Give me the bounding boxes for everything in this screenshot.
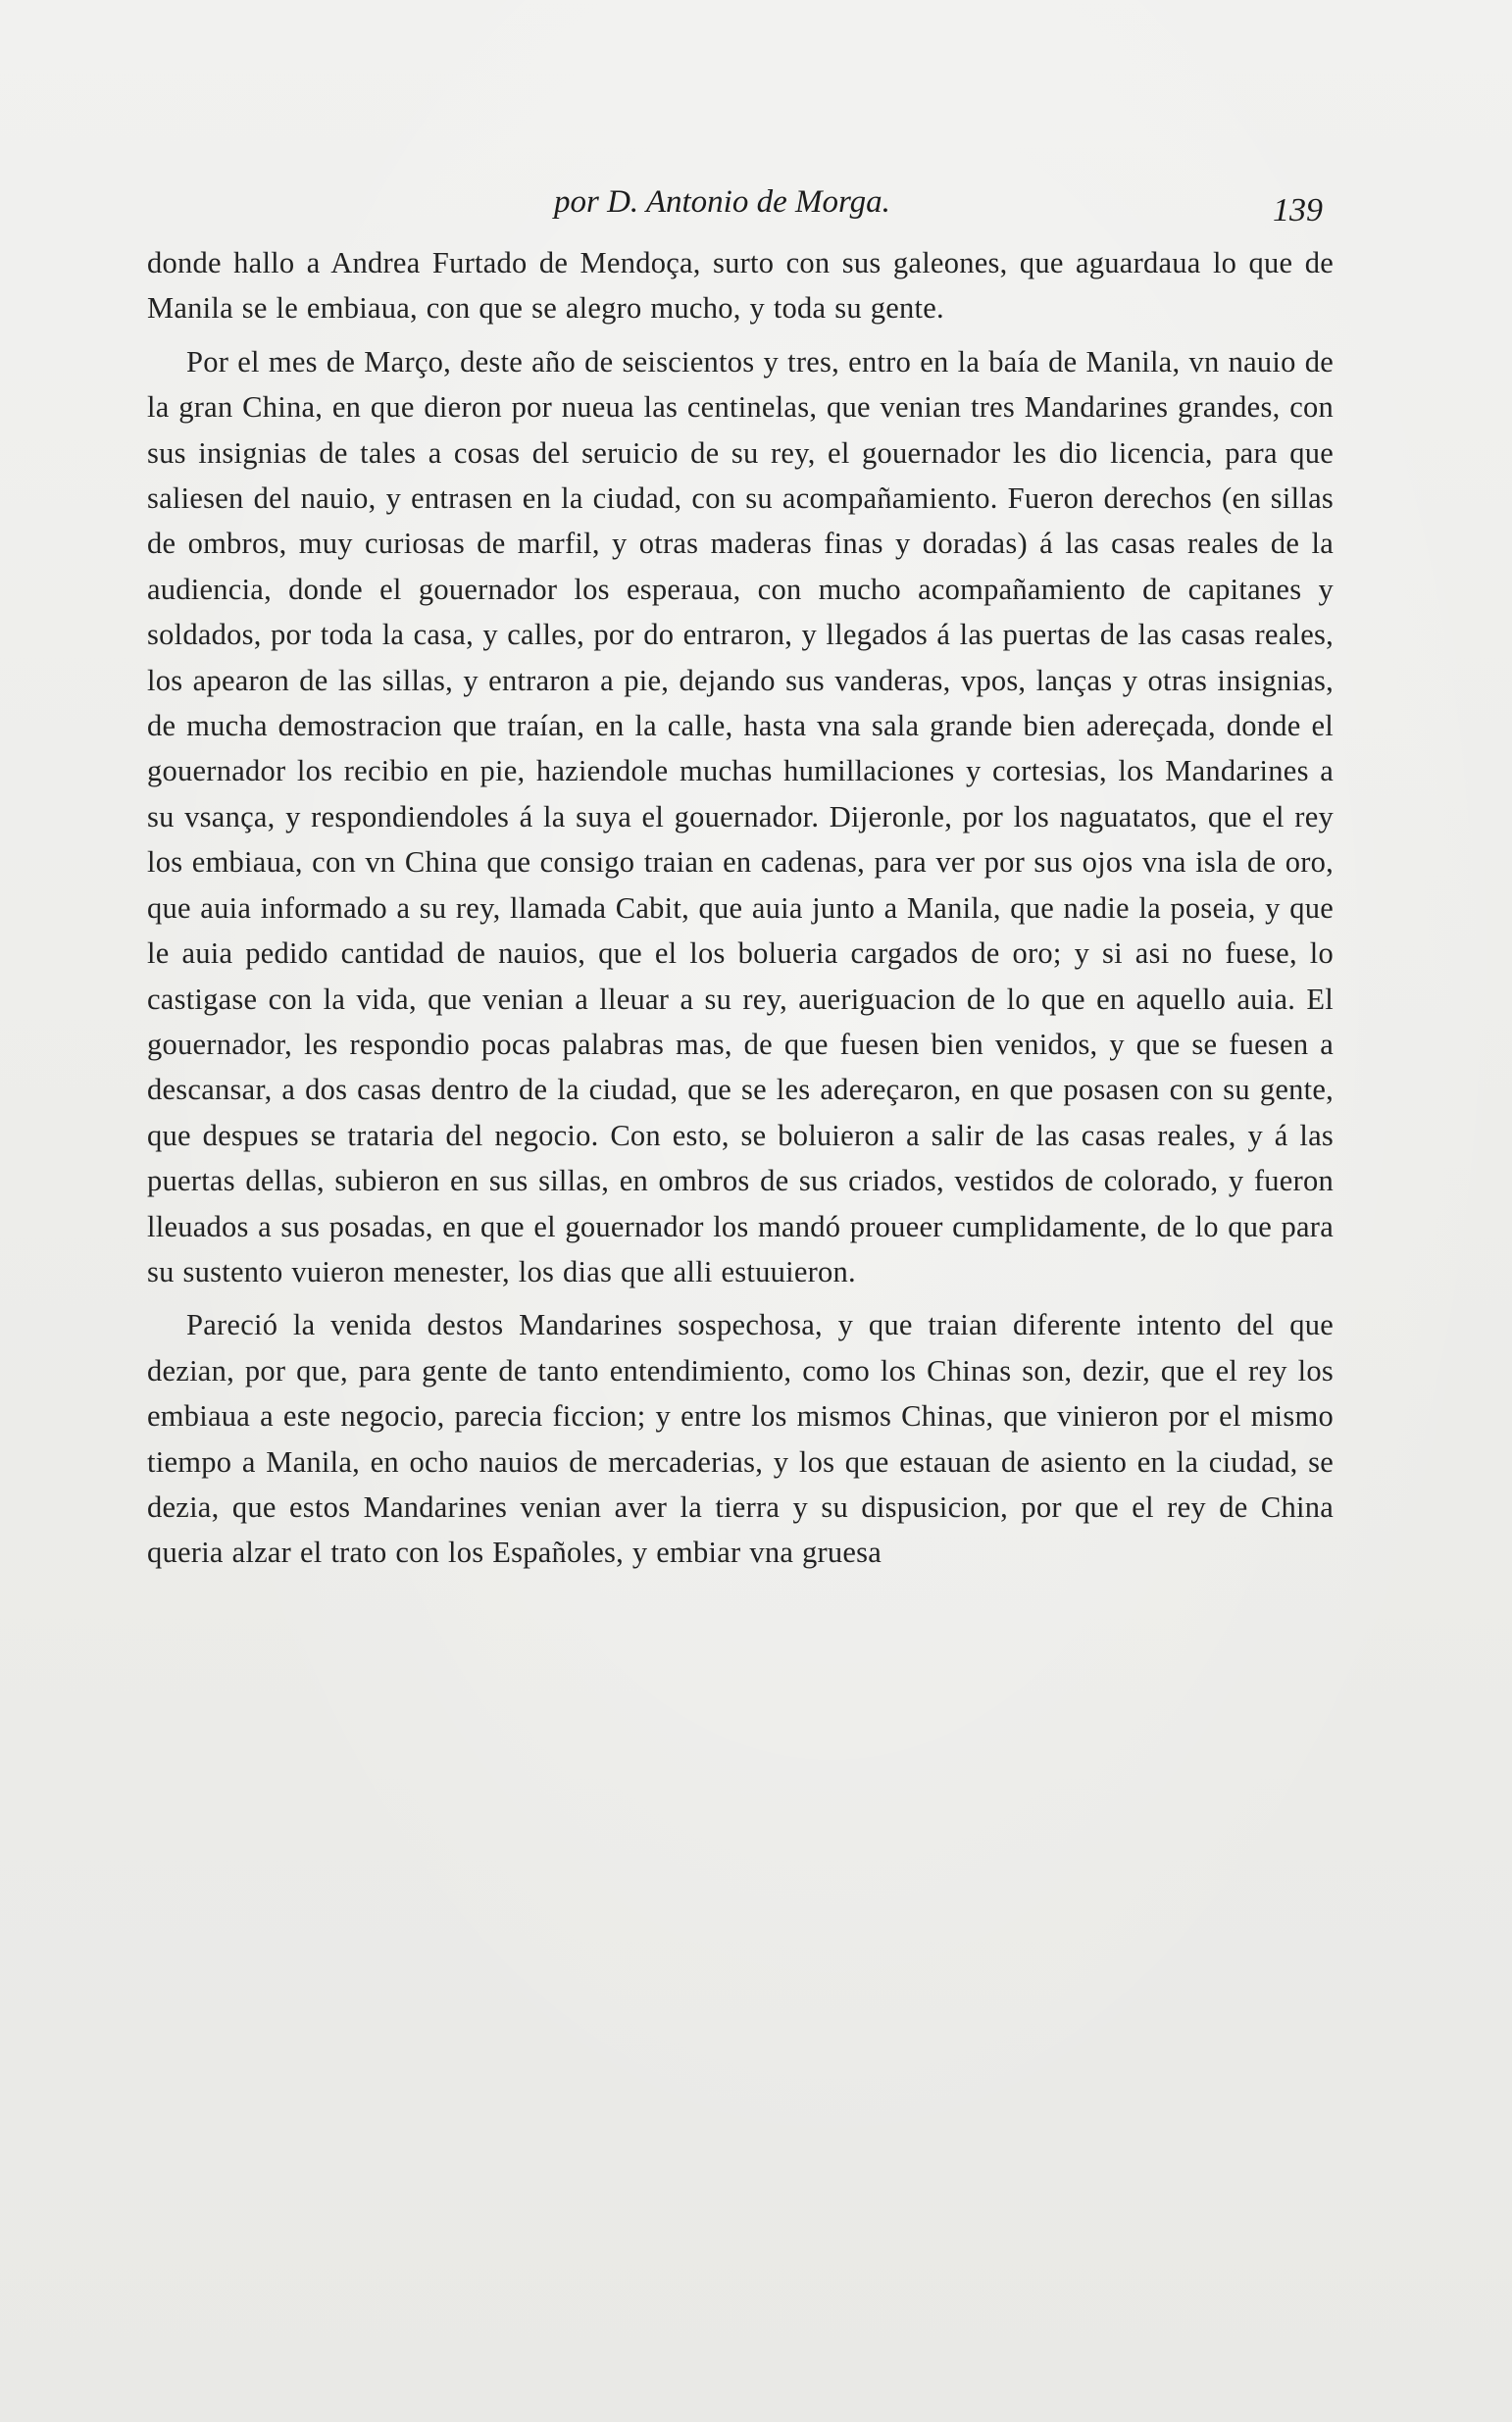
body-text xyxy=(147,240,1334,1576)
paragraph-suspicion: Pareció la venida destos Mandarines sospechosa, y que traian diferente intento del que dezian, por que, para gente de tanto entendimiento, como los Chinas son, dezir, que el rey los embiaua a este negocio, parecia ficcion; y entre los mismos Chinas, que vinieron por el mismo tiempo a Manila, en ocho nauios de mercaderias, y los que estauan de asiento en la ciudad, se dezia, que estos Mandarines venian aver la tierra y su dispusicion, por que el rey de China queria alzar el trato con los Españoles, y embiar vna gruesa xyxy=(147,1308,1334,1570)
running-head xyxy=(0,184,1512,233)
running-title: por D. Antonio de Morga. xyxy=(554,184,890,220)
paragraph-mandarines-arrival: Por el mes de Março, deste año de seiscientos y tres, entro en la baía de Manila, vn nauio de la gran China, en que dieron por nueua las centinelas, que venian tres Mandarines grandes, con sus insignias de tales a cosas del seruicio de su rey, el gouernador les dio licencia, para que saliesen del nauio, y entrasen en la ciudad, con su acompañamiento. Fueron derechos (en sillas de ombros, muy curiosas de marfil, y otras maderas finas y doradas) á las casas reales de la audiencia, donde el gouernador los esperaua, con mucho acompañamiento de capitanes y soldados, por toda la casa, y calles, por do entraron, y llegados á las puertas de las casas reales, los apearon de las sillas, y entraron a pie, dejando sus vanderas, vpos, lanças y otras insignias, de mucha demostracion que traían, en la calle, hasta vna sala grande bien adereçada, donde el gouernador los recibio en pie, haziendole muchas humillaciones y cortesias, los Mandarines a su vsança, y respondiendoles á la suya el gouernador. Dijeronle, por los naguatatos, que el rey los embiaua, con vn China que consigo traian en cadenas, para ver por sus ojos vna isla de oro, que auia informado a su rey, llamada Cabit, que auia junto a Manila, que nadie la poseia, y que le auia pedido cantidad de nauios, que el los bolueria cargados de oro; y si asi no fuese, lo castigase con la vida, que venian a lleuar a su rey, aueriguacion de lo que en aquello auia. El gouernador, les respondio pocas palabras mas, de que fuesen bien venidos, y que se fuesen a descansar, a dos casas dentro de la ciudad, que se les adereçaron, en que posasen con su gente, que despues se trataria del negocio. Con esto, se boluieron a salir de las casas reales, y á las puertas dellas, subieron en sus sillas, en ombros de sus criados, vestidos de colorado, y fueron lleuados a sus posadas, en que el gouernador los mandó proueer cumplidamente, de lo que para su sustento vuieron menester, los dias que alli estuuieron. xyxy=(147,344,1334,1288)
page-number: 139 xyxy=(1273,192,1323,228)
paragraph-continuation: donde hallo a Andrea Furtado de Mendoça, surto con sus galeones, que aguardaua lo que de Manila se le embiaua, con que se alegro mucho, y toda su gente. xyxy=(147,246,1334,326)
